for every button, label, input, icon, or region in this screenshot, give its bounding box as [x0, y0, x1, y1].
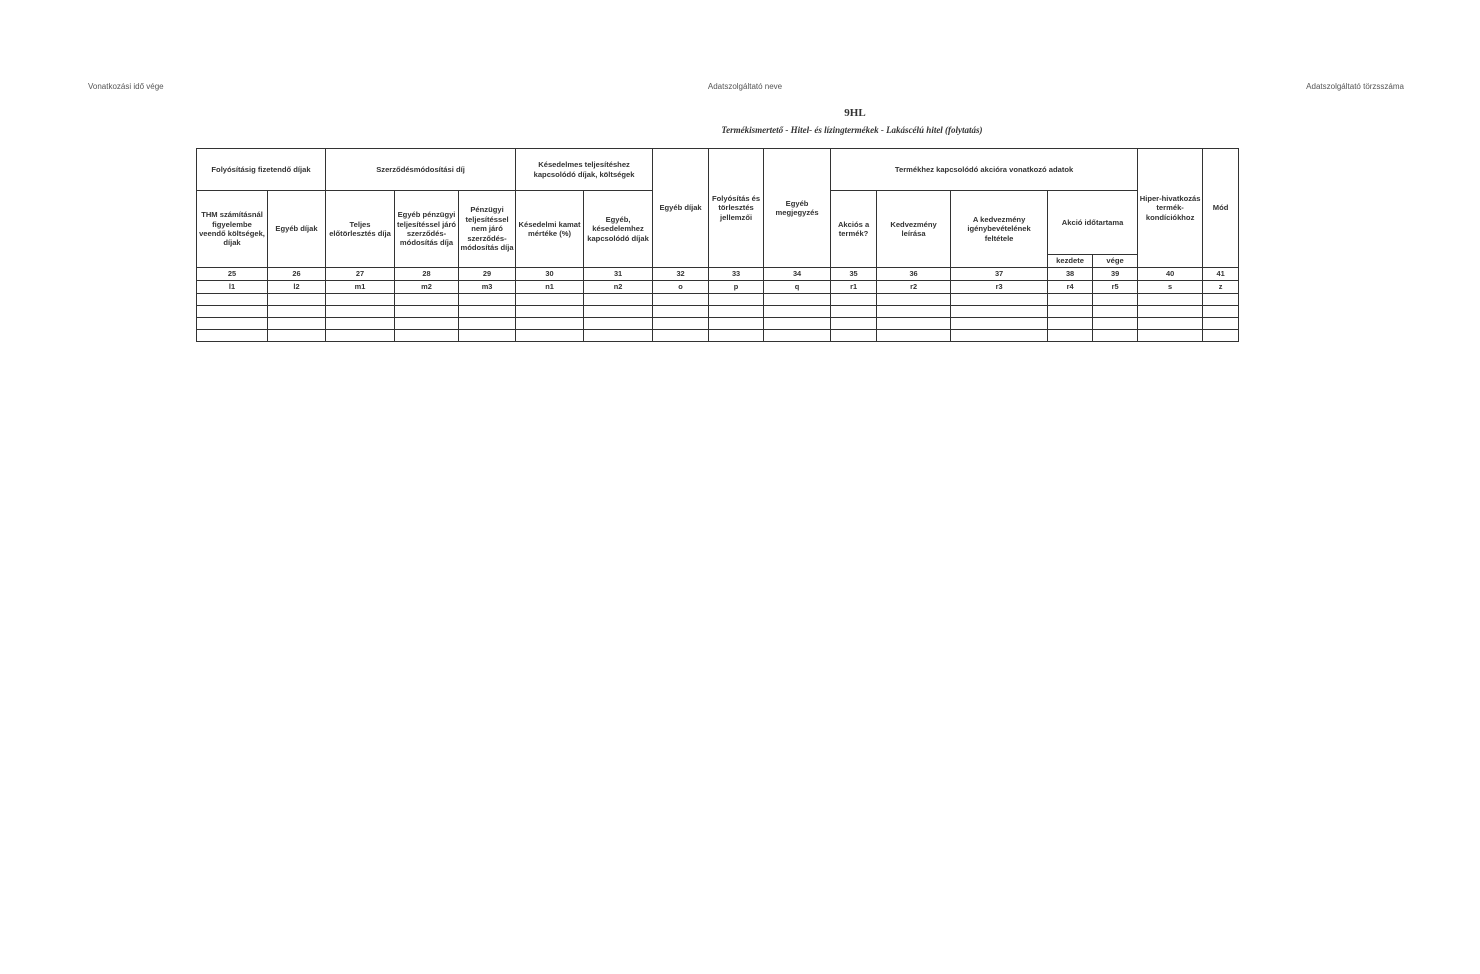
provider-register-number-label: Adatszolgáltató törzsszáma — [1306, 82, 1404, 91]
column-number-cell: 32 — [653, 268, 709, 281]
table-cell[interactable] — [1138, 294, 1203, 306]
table-cell[interactable] — [1203, 294, 1239, 306]
column-number-cell: 33 — [709, 268, 764, 281]
header-teljes-elotorlesztes: Teljes előtörlesztés díja — [326, 191, 395, 268]
header-kedvezmeny-leirasa: Kedvezmény leírása — [877, 191, 951, 268]
column-number-cell: 40 — [1138, 268, 1203, 281]
column-code-cell: n1 — [516, 281, 584, 294]
header-egyeb-kesedelmes: Egyéb, késedelemhez kapcsolódó díjak — [584, 191, 653, 268]
table-cell[interactable] — [709, 294, 764, 306]
table-cell[interactable] — [709, 318, 764, 330]
column-code-cell: r1 — [831, 281, 877, 294]
table-cell[interactable] — [1093, 330, 1138, 342]
table-cell[interactable] — [395, 318, 459, 330]
table-cell[interactable] — [1093, 294, 1138, 306]
column-code-cell: m3 — [459, 281, 516, 294]
table-cell[interactable] — [197, 306, 268, 318]
header-kezdete: kezdete — [1048, 255, 1093, 268]
table-cell[interactable] — [1138, 318, 1203, 330]
table-cell[interactable] — [516, 294, 584, 306]
column-code-cell: n2 — [584, 281, 653, 294]
table-cell[interactable] — [709, 306, 764, 318]
table-cell[interactable] — [1138, 306, 1203, 318]
column-code-cell: r5 — [1093, 281, 1138, 294]
table-cell[interactable] — [764, 306, 831, 318]
column-code-cell: r4 — [1048, 281, 1093, 294]
table-cell[interactable] — [584, 330, 653, 342]
table-cell[interactable] — [653, 318, 709, 330]
column-number-cell: 34 — [764, 268, 831, 281]
table-cell[interactable] — [1048, 330, 1093, 342]
table-cell[interactable] — [197, 294, 268, 306]
table-cell[interactable] — [516, 330, 584, 342]
column-code-cell: p — [709, 281, 764, 294]
column-code-cell: o — [653, 281, 709, 294]
table-cell[interactable] — [877, 294, 951, 306]
column-code-cell: s — [1138, 281, 1203, 294]
column-number-cell: 31 — [584, 268, 653, 281]
table-cell[interactable] — [1203, 318, 1239, 330]
product-info-table — [196, 148, 1239, 342]
form-code: 9HL — [844, 107, 866, 119]
table-cell[interactable] — [459, 330, 516, 342]
table-cell[interactable] — [877, 306, 951, 318]
column-code-row — [197, 281, 1239, 294]
table-cell[interactable] — [764, 330, 831, 342]
table-cell[interactable] — [653, 294, 709, 306]
table-cell[interactable] — [268, 306, 326, 318]
column-number-cell: 28 — [395, 268, 459, 281]
table-cell[interactable] — [653, 306, 709, 318]
table-cell[interactable] — [1138, 330, 1203, 342]
table-cell[interactable] — [326, 318, 395, 330]
column-number-cell: 35 — [831, 268, 877, 281]
table-row — [197, 318, 1239, 330]
table-cell[interactable] — [268, 294, 326, 306]
table-cell[interactable] — [1048, 318, 1093, 330]
group-header-folyositasig: Folyósításig fizetendő díjak — [197, 149, 326, 191]
table-cell[interactable] — [395, 306, 459, 318]
table-row — [197, 294, 1239, 306]
header-mod: Mód — [1203, 149, 1239, 268]
column-code-cell: q — [764, 281, 831, 294]
column-code-cell: r3 — [951, 281, 1048, 294]
column-code-cell: m1 — [326, 281, 395, 294]
header-folyositas-torlesztes: Folyósítás és törlesztés jellemzői — [709, 149, 764, 268]
table-cell[interactable] — [764, 318, 831, 330]
table-row — [197, 306, 1239, 318]
table-cell[interactable] — [326, 306, 395, 318]
column-number-cell: 37 — [951, 268, 1048, 281]
table-cell[interactable] — [459, 294, 516, 306]
header-hiperhivatkozas: Hiper-hivatkozás termék-kondíciókhoz — [1138, 149, 1203, 268]
column-code-cell: l1 — [197, 281, 268, 294]
column-number-cell: 38 — [1048, 268, 1093, 281]
header-egyeb-dijak: Egyéb díjak — [653, 149, 709, 268]
table-cell[interactable] — [1203, 306, 1239, 318]
header-kedvezmeny-feltetele: A kedvezmény igénybevételének feltétele — [951, 191, 1048, 268]
table-cell[interactable] — [459, 318, 516, 330]
table-cell[interactable] — [951, 318, 1048, 330]
table-cell[interactable] — [268, 330, 326, 342]
column-code-cell: z — [1203, 281, 1239, 294]
table-cell[interactable] — [459, 306, 516, 318]
header-akcio-idotartama: Akció időtartama — [1048, 191, 1138, 255]
table-cell[interactable] — [877, 318, 951, 330]
table-cell[interactable] — [951, 306, 1048, 318]
column-number-cell: 39 — [1093, 268, 1138, 281]
header-vege: vége — [1093, 255, 1138, 268]
table-cell[interactable] — [831, 306, 877, 318]
table-cell[interactable] — [1093, 306, 1138, 318]
column-number-cell: 25 — [197, 268, 268, 281]
table-cell[interactable] — [395, 330, 459, 342]
table-cell[interactable] — [764, 294, 831, 306]
header-egyeb-dijak-2: Egyéb díjak — [268, 191, 326, 268]
header-egyeb-megjegyzes: Egyéb megjegyzés — [764, 149, 831, 268]
table-cell[interactable] — [951, 294, 1048, 306]
table-cell[interactable] — [877, 330, 951, 342]
table-cell[interactable] — [1048, 306, 1093, 318]
reference-period-end-label: Vonatkozási idő vége — [88, 82, 164, 91]
column-number-cell: 30 — [516, 268, 584, 281]
group-header-akcio-adatok: Termékhez kapcsolódó akcióra vonatkozó adatok — [831, 149, 1138, 191]
column-number-cell: 41 — [1203, 268, 1239, 281]
table-row — [197, 330, 1239, 342]
table-cell[interactable] — [516, 318, 584, 330]
table-cell[interactable] — [653, 330, 709, 342]
header-egyeb-penzugyi: Egyéb pénzügyi teljesítéssel járó szerződés-módosítás díja — [395, 191, 459, 268]
column-number-cell: 36 — [877, 268, 951, 281]
table-cell[interactable] — [951, 330, 1048, 342]
table-cell[interactable] — [1203, 330, 1239, 342]
table-cell[interactable] — [584, 318, 653, 330]
provider-name-label: Adatszolgáltató neve — [707, 82, 783, 91]
table-cell[interactable] — [516, 306, 584, 318]
header-penzugyi-nem-jaro: Pénzügyi teljesítéssel nem járó szerződés-módosítás díja — [459, 191, 516, 268]
table-cell[interactable] — [584, 294, 653, 306]
table-cell[interactable] — [268, 318, 326, 330]
column-number-cell: 27 — [326, 268, 395, 281]
table-cell[interactable] — [197, 318, 268, 330]
table-cell[interactable] — [831, 330, 877, 342]
header-akcios-termek: Akciós a termék? — [831, 191, 877, 268]
table-cell[interactable] — [1093, 318, 1138, 330]
table-cell[interactable] — [709, 330, 764, 342]
column-code-cell: l2 — [268, 281, 326, 294]
group-header-szerzodesmodositasi: Szerződésmódosítási díj — [326, 149, 516, 191]
table-cell[interactable] — [1048, 294, 1093, 306]
column-code-cell: m2 — [395, 281, 459, 294]
table-cell[interactable] — [831, 294, 877, 306]
column-number-cell: 26 — [268, 268, 326, 281]
header-thm: THM számításnál figyelembe veendő költségek, díjak — [197, 191, 268, 268]
table-cell[interactable] — [197, 330, 268, 342]
column-number-cell: 29 — [459, 268, 516, 281]
header-kesedelmi-kamat: Késedelmi kamat mértéke (%) — [516, 191, 584, 268]
column-code-cell: r2 — [877, 281, 951, 294]
table-cell[interactable] — [395, 294, 459, 306]
table-cell[interactable] — [831, 318, 877, 330]
table-cell[interactable] — [326, 294, 395, 306]
group-header-kesedelmes: Késedelmes teljesítéshez kapcsolódó díjak, költségek — [516, 149, 653, 191]
table-cell[interactable] — [584, 306, 653, 318]
form-title: Termékismertető - Hitel- és lízingtermékek - Lakáscélú hitel (folytatás) — [721, 125, 983, 135]
table-cell[interactable] — [326, 330, 395, 342]
column-number-row — [197, 268, 1239, 281]
